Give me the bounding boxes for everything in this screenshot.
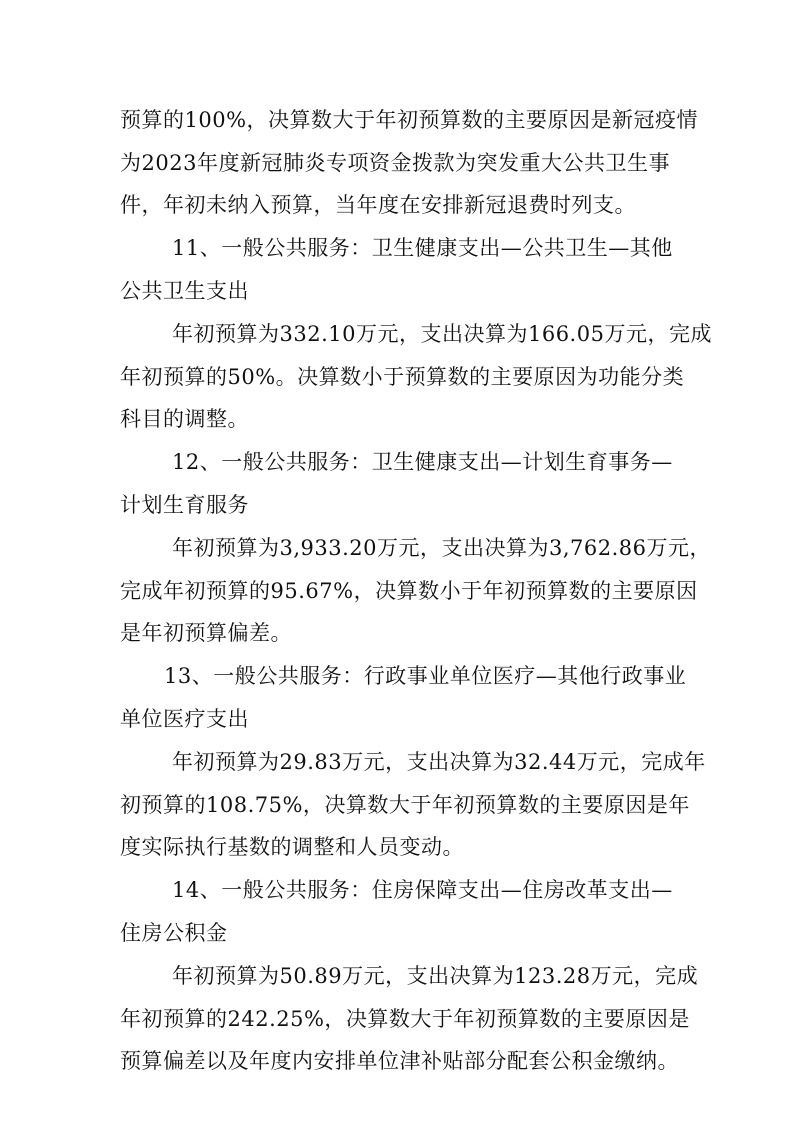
paragraph-line: 为2023年度新冠肺炎专项资金拨款为突发重大公共卫生事: [120, 151, 670, 175]
section-heading-14: 14、一般公共服务：住房保障支出—住房改革支出—: [172, 878, 673, 902]
paragraph-line: 是年初预算偏差。: [120, 621, 292, 645]
paragraph-line: 预算偏差以及年度内安排单位津补贴部分配套公积金缴纳。: [120, 1049, 679, 1073]
section-heading-11: 11、一般公共服务：卫生健康支出—公共卫生—其他: [172, 236, 673, 260]
section-heading-12: 12、一般公共服务：卫生健康支出—计划生育事务—: [172, 450, 673, 474]
paragraph-line: 度实际执行基数的调整和人员变动。: [120, 835, 464, 859]
paragraph-line: 年初预算为50.89万元，支出决算为123.28万元，完成: [172, 964, 699, 988]
paragraph-line: 预算的100%，决算数大于年初预算数的主要原因是新冠疫情: [120, 108, 699, 132]
section-heading-13: 13、一般公共服务：行政事业单位医疗—其他行政事业: [164, 664, 687, 688]
paragraph-line: 年初预算为29.83万元，支出决算为32.44万元，完成年: [172, 750, 706, 774]
paragraph-line: 年初预算的50%。决算数小于预算数的主要原因为功能分类: [120, 365, 685, 389]
paragraph-line: 初预算的108.75%，决算数大于年初预算数的主要原因是年: [120, 793, 690, 817]
paragraph-line: 科目的调整。: [120, 407, 249, 431]
paragraph-line: 年初预算为332.10万元，支出决算为166.05万元，完成: [172, 322, 712, 346]
paragraph-line: 完成年初预算的95.67%，决算数小于年初预算数的主要原因: [120, 579, 698, 603]
paragraph-line: 件，年初未纳入预算，当年度在安排新冠退费时列支。: [120, 193, 636, 217]
section-heading-11-cont: 公共卫生支出: [120, 279, 249, 303]
section-heading-13-cont: 单位医疗支出: [120, 707, 249, 731]
paragraph-line: 年初预算为3,933.20万元，支出决算为3,762.86万元，: [172, 536, 712, 560]
section-heading-12-cont: 计划生育服务: [120, 493, 249, 517]
paragraph-line: 年初预算的242.25%，决算数大于年初预算数的主要原因是: [120, 1007, 690, 1031]
section-heading-14-cont: 住房公积金: [120, 921, 228, 945]
